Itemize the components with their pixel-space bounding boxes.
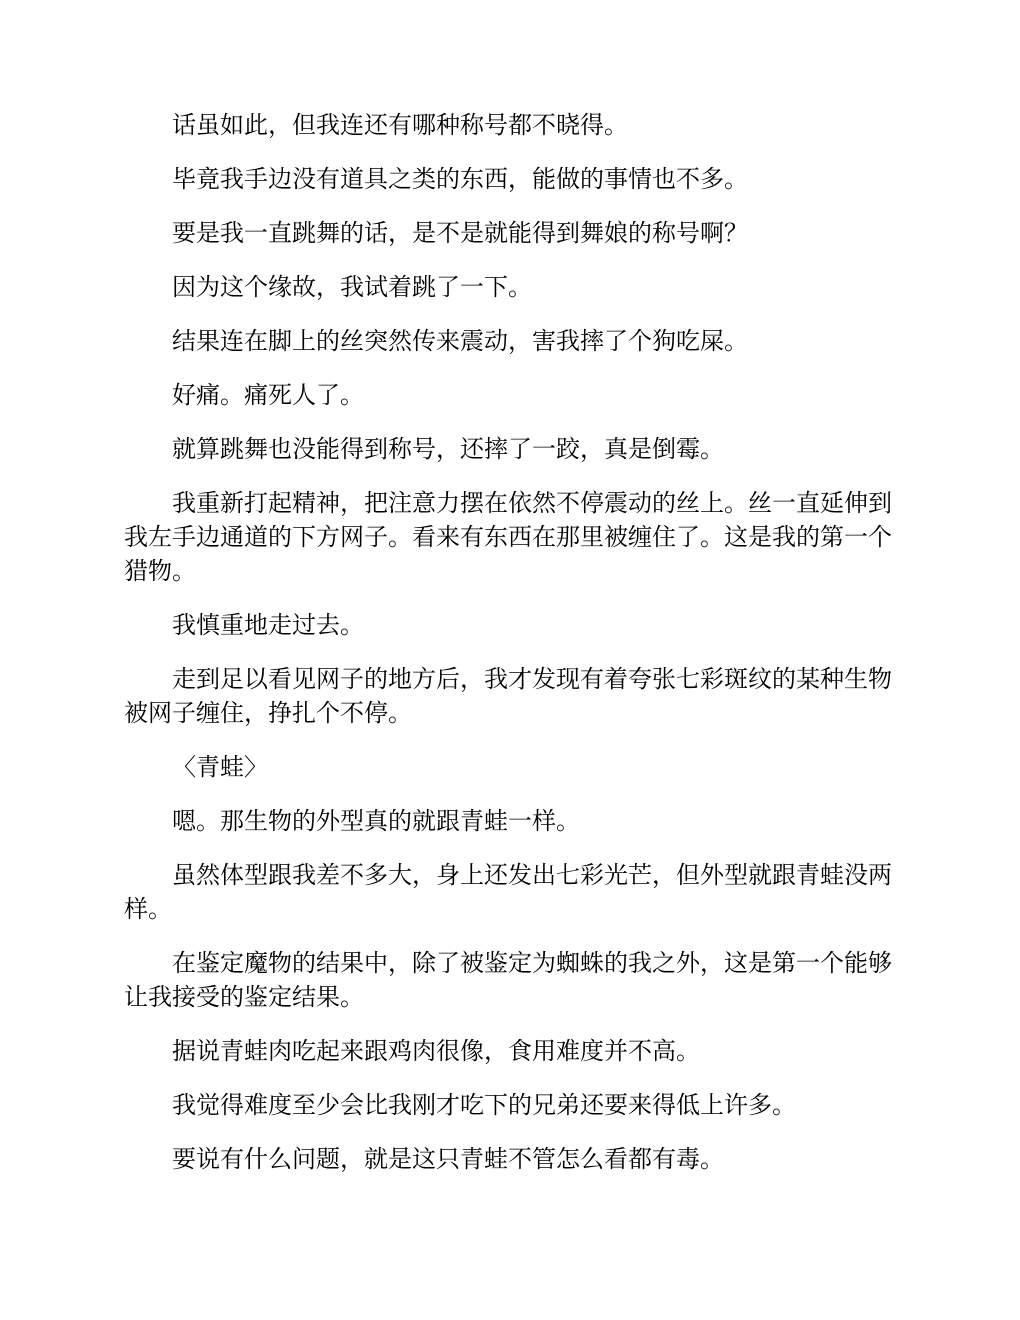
paragraph: 在鉴定魔物的结果中，除了被鉴定为蜘蛛的我之外，这是第一个能够让我接受的鉴定结果。 <box>124 949 892 1011</box>
paragraph: 好痛。痛死人了。 <box>172 381 364 409</box>
paragraph: 要是我一直跳舞的话，是不是就能得到舞娘的称号啊？ <box>172 219 748 247</box>
paragraph: 结果连在脚上的丝突然传来震动，害我摔了个狗吃屎。 <box>172 327 748 355</box>
paragraph: 我重新打起精神，把注意力摆在依然不停震动的丝上。丝一直延伸到我左手边通道的下方网子。看来有东西在那里被缠住了。这是我的第一个猎物。 <box>124 489 892 585</box>
paragraph: 走到足以看见网子的地方后，我才发现有着夸张七彩斑纹的某种生物被网子缠住，挣扎个不停。 <box>124 665 892 727</box>
document-page <box>124 108 900 1196</box>
paragraph: 嗯。那生物的外型真的就跟青蛙一样。 <box>172 807 580 835</box>
paragraph: 〈青蛙〉 <box>172 753 268 781</box>
paragraph: 就算跳舞也没能得到称号，还摔了一跤，真是倒霉。 <box>172 435 724 463</box>
paragraph: 据说青蛙肉吃起来跟鸡肉很像，食用难度并不高。 <box>172 1037 700 1065</box>
paragraph: 话虽如此，但我连还有哪种称号都不晓得。 <box>172 111 628 139</box>
paragraph: 毕竟我手边没有道具之类的东西，能做的事情也不多。 <box>172 165 748 193</box>
paragraph: 我觉得难度至少会比我刚才吃下的兄弟还要来得低上许多。 <box>172 1091 796 1119</box>
paragraph: 虽然体型跟我差不多大，身上还发出七彩光芒，但外型就跟青蛙没两样。 <box>124 861 892 923</box>
paragraph: 我慎重地走过去。 <box>172 611 364 639</box>
paragraph: 要说有什么问题，就是这只青蛙不管怎么看都有毒。 <box>172 1145 724 1173</box>
paragraph: 因为这个缘故，我试着跳了一下。 <box>172 273 532 301</box>
